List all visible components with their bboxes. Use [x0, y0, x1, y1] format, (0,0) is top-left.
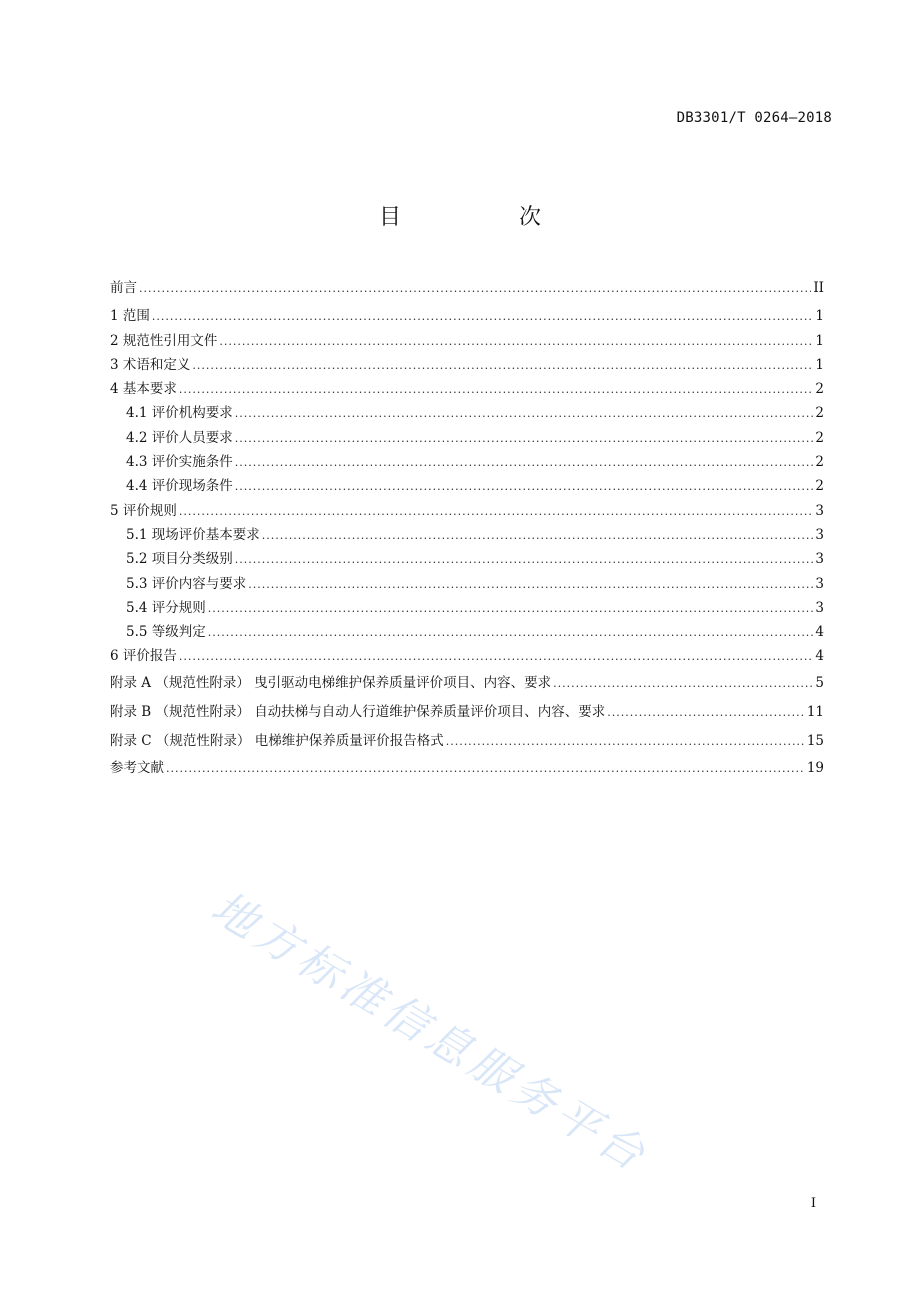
toc-entry[interactable] [110, 450, 824, 474]
toc-entry-page: 3 [815, 575, 824, 592]
watermark: 地方标准信息服务平台 [202, 881, 658, 1184]
toc-entry[interactable] [110, 377, 824, 401]
toc-entry-text: 3 术语和定义 [110, 356, 191, 373]
toc-leader-dots [248, 573, 813, 597]
toc-entry[interactable] [110, 329, 824, 353]
toc-entry-page: 4 [815, 624, 824, 641]
toc-entry-page: 15 [806, 732, 824, 749]
toc-entry-text: 5.5 等级判定 [126, 624, 206, 641]
toc-leader-dots [192, 354, 813, 378]
toc-entry[interactable] [110, 547, 824, 571]
toc-entry-page: 1 [815, 332, 824, 349]
toc-entry-page: 2 [815, 454, 824, 471]
toc-entry-text: 前言 [110, 280, 137, 296]
toc-entry[interactable] [110, 756, 824, 780]
toc-entry[interactable] [110, 304, 824, 328]
toc-entry-page: 3 [815, 551, 824, 568]
toc-entry-text: 4.1 评价机构要求 [126, 405, 233, 422]
toc-entry-text: 参考文献 [110, 759, 164, 776]
toc-entry[interactable] [110, 276, 824, 300]
toc-entry-page: 4 [815, 648, 824, 665]
toc-entry[interactable] [110, 523, 824, 547]
table-of-contents [110, 276, 824, 780]
toc-entry-text: 1 范围 [110, 308, 150, 325]
toc-entry-page: 1 [815, 308, 824, 325]
toc-entry[interactable] [110, 596, 824, 620]
toc-entry-text: 5.1 现场评价基本要求 [126, 526, 260, 543]
toc-entry-text: 6 评价报告 [110, 648, 177, 665]
toc-entry-page: 5 [815, 674, 824, 691]
toc-entry[interactable] [110, 426, 824, 450]
toc-entry[interactable] [110, 353, 824, 377]
toc-leader-dots [179, 645, 814, 669]
page-number: I [810, 1196, 816, 1211]
toc-entry-page: 2 [815, 381, 824, 398]
toc-entry[interactable] [110, 401, 824, 425]
toc-entry-text: 4.4 评价现场条件 [126, 478, 233, 495]
toc-entry[interactable] [110, 727, 824, 756]
toc-leader-dots [553, 669, 813, 698]
toc-entry[interactable] [110, 669, 824, 698]
toc-entry[interactable] [110, 698, 824, 727]
toc-entry-page: 3 [815, 526, 824, 543]
toc-leader-dots [235, 402, 814, 426]
toc-leader-dots [139, 277, 811, 301]
toc-entry[interactable] [110, 499, 824, 523]
toc-leader-dots [235, 451, 814, 475]
toc-leader-dots [179, 500, 814, 524]
page-title: 目 次 [378, 205, 589, 230]
toc-leader-dots [179, 378, 814, 402]
toc-entry-text: 附录 A （规范性附录） 曳引驱动电梯维护保养质量评价项目、内容、要求 [110, 674, 552, 691]
toc-entry-text: 2 规范性引用文件 [110, 332, 218, 349]
toc-leader-dots [208, 621, 814, 645]
toc-entry[interactable] [110, 620, 824, 644]
toc-leader-dots [152, 305, 814, 329]
toc-entry-page: II [813, 280, 824, 296]
toc-entry[interactable] [110, 644, 824, 668]
toc-leader-dots [208, 597, 814, 621]
toc-leader-dots [166, 757, 805, 781]
toc-entry-page: 1 [815, 356, 824, 373]
toc-entry-page: 19 [806, 759, 824, 776]
toc-leader-dots [262, 524, 814, 548]
toc-entry-text: 附录 B （规范性附录） 自动扶梯与自动人行道维护保养质量评价项目、内容、要求 [110, 703, 606, 720]
toc-entry-text: 附录 C （规范性附录） 电梯维护保养质量评价报告格式 [110, 732, 444, 749]
toc-entry[interactable] [110, 572, 824, 596]
toc-entry-text: 4.2 评价人员要求 [126, 429, 233, 446]
toc-leader-dots [219, 330, 813, 354]
toc-entry-text: 5.4 评分规则 [126, 599, 206, 616]
toc-entry-text: 4.3 评价实施条件 [126, 454, 233, 471]
toc-entry-text: 5 评价规则 [110, 502, 177, 519]
toc-entry-text: 5.2 项目分类级别 [126, 551, 233, 568]
toc-leader-dots [235, 475, 814, 499]
toc-entry-text: 5.3 评价内容与要求 [126, 575, 247, 592]
toc-entry-page: 2 [815, 405, 824, 422]
toc-leader-dots [235, 548, 814, 572]
toc-entry-page: 3 [815, 599, 824, 616]
toc-leader-dots [446, 727, 805, 756]
toc-entry-page: 11 [806, 703, 824, 720]
toc-entry-text: 4 基本要求 [110, 381, 177, 398]
toc-entry-page: 3 [815, 502, 824, 519]
toc-entry-page: 2 [815, 429, 824, 446]
toc-entry-page: 2 [815, 478, 824, 495]
toc-leader-dots [235, 427, 814, 451]
toc-entry[interactable] [110, 474, 824, 498]
standard-code: DB3301/T 0264—2018 [676, 110, 832, 126]
toc-leader-dots [607, 698, 805, 727]
